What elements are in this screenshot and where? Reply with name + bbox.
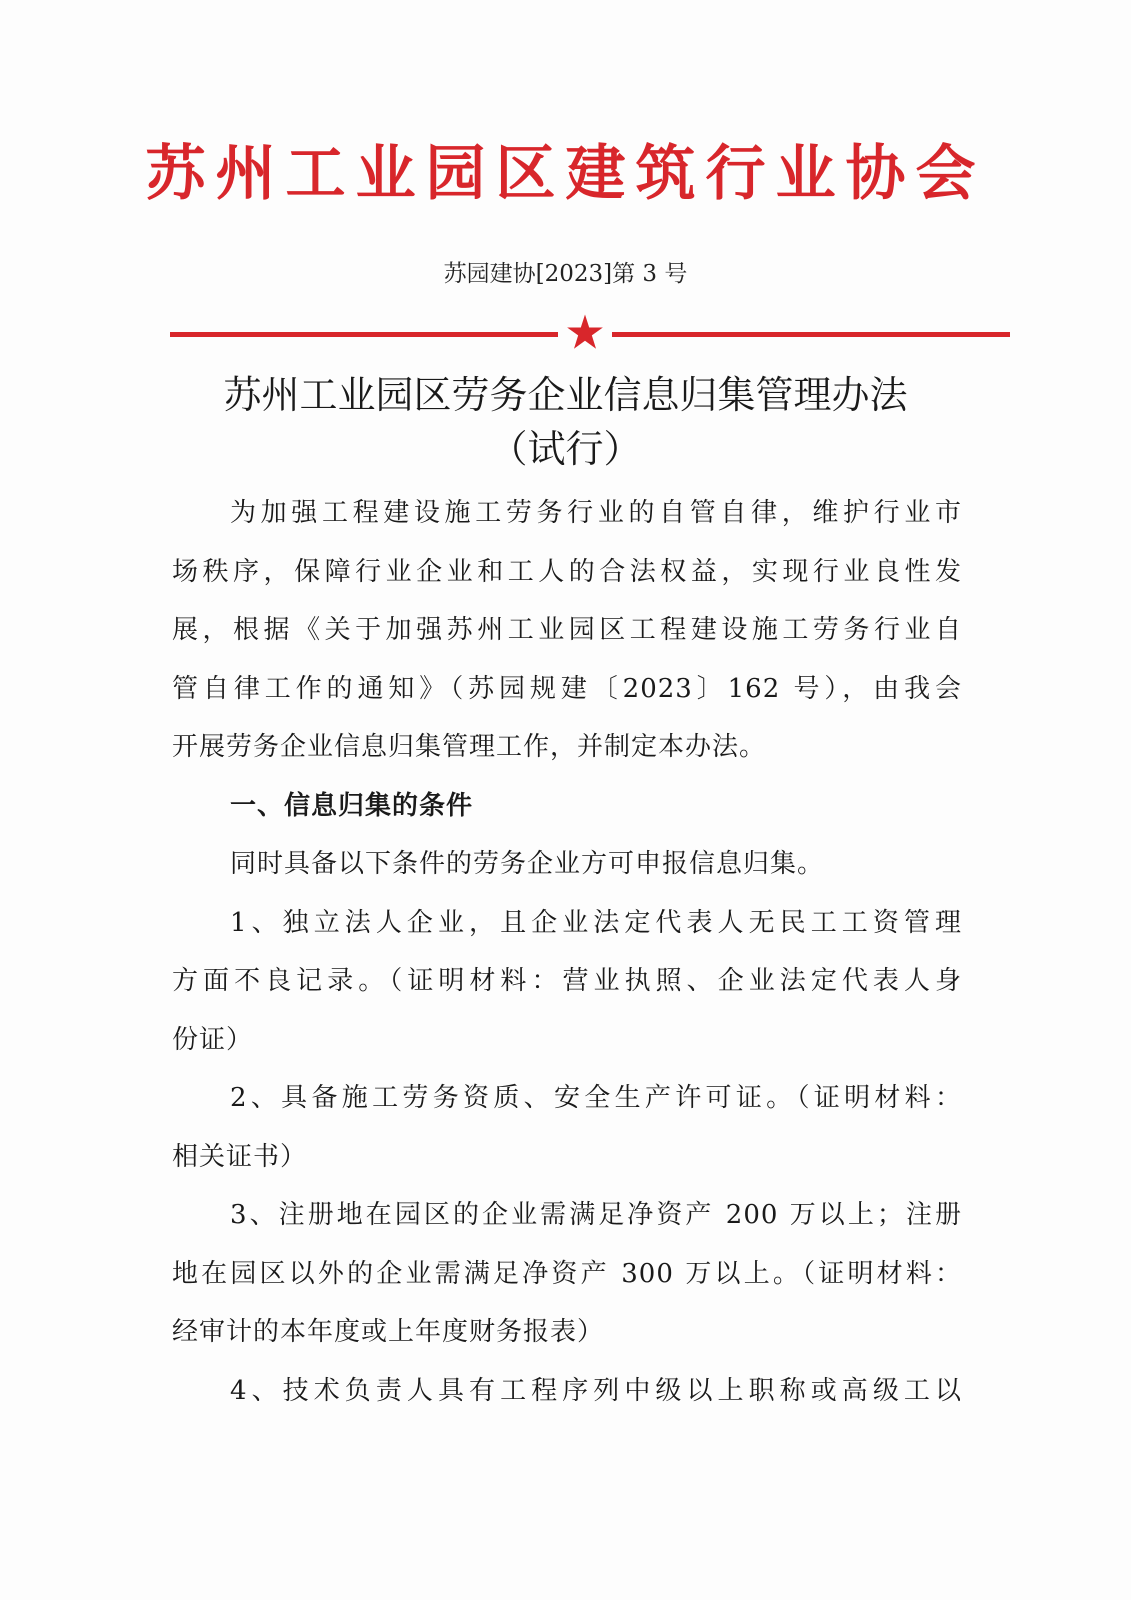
paragraph-line: 地在园区以外的企业需满足净资产 300 万以上。（证明材料： [172, 1258, 962, 1289]
paragraph-line: 为加强工程建设施工劳务行业的自管自律，维护行业市 [230, 498, 962, 528]
paragraph-line: 开展劳务企业信息归集管理工作，并制定本办法。 [172, 732, 767, 762]
paragraph-line: 同时具备以下条件的劳务企业方可申报信息归集。 [230, 849, 825, 879]
document-subtitle: （试行） [489, 427, 642, 471]
paragraph-line: 管自律工作的通知》（苏园规建〔2023〕162 号），由我会 [172, 673, 962, 704]
paragraph-line: 1、独立法人企业，且企业法定代表人无民工工资管理 [230, 907, 962, 938]
organization-header: 苏州工业园区建筑行业协会 [145, 139, 986, 209]
paragraph-line: 2、具备施工劳务资质、安全生产许可证。（证明材料： [230, 1083, 962, 1113]
paragraph-line: 场秩序，保障行业企业和工人的合法权益，实现行业良性发 [172, 556, 962, 587]
paragraph-line: 份证） [172, 1024, 254, 1055]
paragraph-line: 展，根据《关于加强苏州工业园区工程建设施工劳务行业自 [172, 615, 962, 645]
red-rule-left [170, 332, 558, 337]
paragraph-line: 3、注册地在园区的企业需满足净资产 200 万以上；注册 [230, 1200, 962, 1230]
red-rule-right [612, 332, 1010, 337]
red-star-icon [566, 313, 604, 351]
paragraph-line: 经审计的本年度或上年度财务报表） [172, 1317, 605, 1347]
document-number: 苏园建协[2023]第 3 号 [443, 261, 688, 287]
paragraph-line: 4、技术负责人具有工程序列中级以上职称或高级工以 [230, 1375, 962, 1406]
section-heading: 一、信息归集的条件 [230, 790, 474, 821]
document-title: 苏州工业园区劳务企业信息归集管理办法 [223, 373, 908, 417]
paragraph-line: 相关证书） [172, 1141, 308, 1172]
paragraph-line: 方面不良记录。（证明材料：营业执照、企业法定代表人身 [172, 966, 962, 996]
document-body [172, 484, 962, 1420]
